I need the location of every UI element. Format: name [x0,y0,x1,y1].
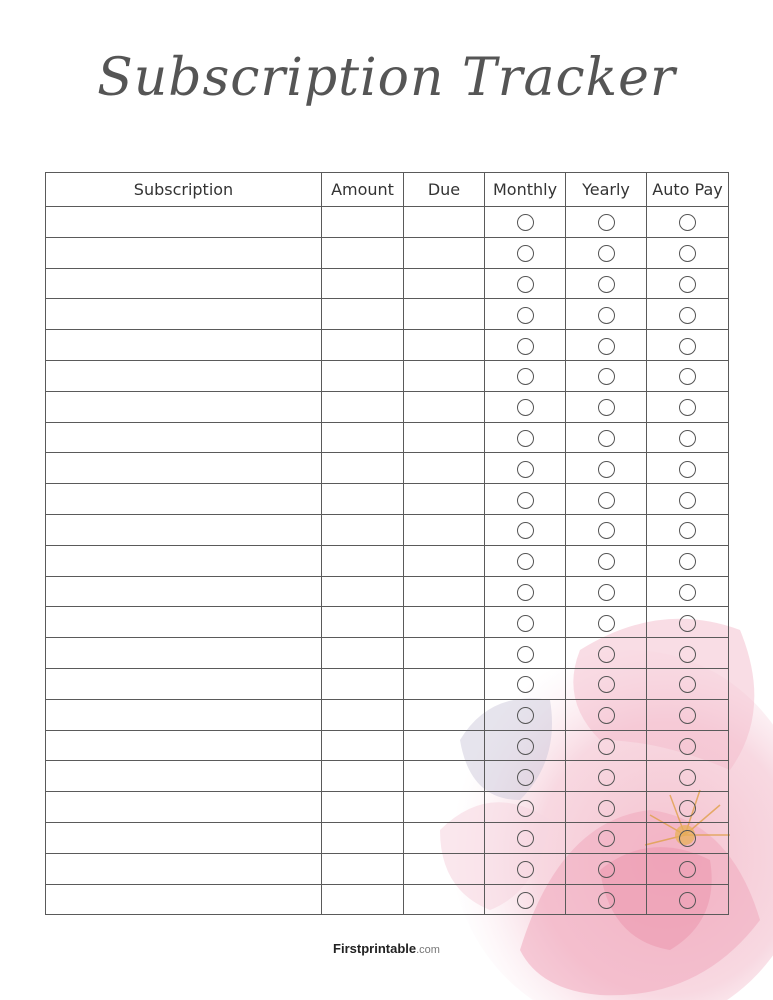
table-row [46,299,729,330]
radio-circle-icon[interactable] [598,245,615,262]
yearly-radio [566,761,647,792]
col-monthly: Monthly [485,173,566,207]
radio-circle-icon[interactable] [679,769,696,786]
radio-circle-icon[interactable] [679,430,696,447]
monthly-radio [485,668,566,699]
radio-circle-icon[interactable] [517,892,534,909]
table-row [46,207,729,238]
auto-pay-radio [647,299,729,330]
brand-name: Firstprintable [333,941,417,956]
yearly-radio [566,391,647,422]
table-row [46,268,729,299]
subscription-cell[interactable] [46,299,322,330]
yearly-radio [566,207,647,238]
yearly-radio [566,638,647,669]
yearly-radio [566,668,647,699]
due-cell[interactable] [404,761,485,792]
table-row [46,576,729,607]
yearly-radio [566,730,647,761]
monthly-radio [485,453,566,484]
radio-circle-icon[interactable] [517,676,534,693]
radio-circle-icon[interactable] [598,368,615,385]
radio-circle-icon[interactable] [517,338,534,355]
due-cell[interactable] [404,853,485,884]
subscription-cell[interactable] [46,545,322,576]
radio-circle-icon[interactable] [679,214,696,231]
monthly-radio [485,207,566,238]
auto-pay-radio [647,884,729,915]
yearly-radio [566,853,647,884]
yearly-radio [566,607,647,638]
table-row [46,453,729,484]
radio-circle-icon[interactable] [517,492,534,509]
auto-pay-radio [647,268,729,299]
auto-pay-radio [647,638,729,669]
table-row [46,853,729,884]
radio-circle-icon[interactable] [517,276,534,293]
radio-circle-icon[interactable] [679,553,696,570]
amount-cell[interactable] [322,299,404,330]
amount-cell[interactable] [322,484,404,515]
col-subscription: Subscription [46,173,322,207]
col-auto-pay: Auto Pay [647,173,729,207]
amount-cell[interactable] [322,668,404,699]
subscription-cell[interactable] [46,207,322,238]
radio-circle-icon[interactable] [598,276,615,293]
auto-pay-radio [647,237,729,268]
auto-pay-radio [647,484,729,515]
monthly-radio [485,330,566,361]
monthly-radio [485,422,566,453]
amount-cell[interactable] [322,792,404,823]
radio-circle-icon[interactable] [679,492,696,509]
due-cell[interactable] [404,792,485,823]
page-title: Subscription Tracker [97,48,676,108]
radio-circle-icon[interactable] [598,707,615,724]
auto-pay-radio [647,792,729,823]
subscription-cell[interactable] [46,607,322,638]
yearly-radio [566,822,647,853]
amount-cell[interactable] [322,576,404,607]
radio-circle-icon[interactable] [598,738,615,755]
auto-pay-radio [647,514,729,545]
auto-pay-radio [647,761,729,792]
radio-circle-icon[interactable] [517,707,534,724]
monthly-radio [485,268,566,299]
due-cell[interactable] [404,391,485,422]
yearly-radio [566,884,647,915]
radio-circle-icon[interactable] [517,430,534,447]
radio-circle-icon[interactable] [598,307,615,324]
table-row [46,514,729,545]
radio-circle-icon[interactable] [679,245,696,262]
radio-circle-icon[interactable] [598,584,615,601]
radio-circle-icon[interactable] [598,430,615,447]
auto-pay-radio [647,330,729,361]
yearly-radio [566,699,647,730]
radio-circle-icon[interactable] [517,553,534,570]
radio-circle-icon[interactable] [679,307,696,324]
table-row [46,699,729,730]
radio-circle-icon[interactable] [517,399,534,416]
table-row [46,638,729,669]
auto-pay-radio [647,576,729,607]
radio-circle-icon[interactable] [598,769,615,786]
subscription-cell[interactable] [46,884,322,915]
radio-circle-icon[interactable] [598,800,615,817]
monthly-radio [485,237,566,268]
monthly-radio [485,576,566,607]
radio-circle-icon[interactable] [679,584,696,601]
radio-circle-icon[interactable] [598,338,615,355]
auto-pay-radio [647,730,729,761]
monthly-radio [485,638,566,669]
radio-circle-icon[interactable] [517,830,534,847]
radio-circle-icon[interactable] [679,676,696,693]
table-row [46,884,729,915]
due-cell[interactable] [404,237,485,268]
monthly-radio [485,545,566,576]
yearly-radio [566,360,647,391]
table-row [46,792,729,823]
auto-pay-radio [647,453,729,484]
subscription-table [45,172,729,915]
auto-pay-radio [647,422,729,453]
radio-circle-icon[interactable] [598,615,615,632]
table-row [46,668,729,699]
radio-circle-icon[interactable] [598,861,615,878]
monthly-radio [485,360,566,391]
subscription-cell[interactable] [46,360,322,391]
radio-circle-icon[interactable] [517,861,534,878]
subscription-cell[interactable] [46,822,322,853]
radio-circle-icon[interactable] [517,584,534,601]
monthly-radio [485,792,566,823]
monthly-radio [485,822,566,853]
amount-cell[interactable] [322,268,404,299]
table-row [46,607,729,638]
table-row [46,391,729,422]
due-cell[interactable] [404,545,485,576]
radio-circle-icon[interactable] [598,522,615,539]
radio-circle-icon[interactable] [679,615,696,632]
radio-circle-icon[interactable] [517,522,534,539]
monthly-radio [485,391,566,422]
due-cell[interactable] [404,668,485,699]
subscription-cell[interactable] [46,699,322,730]
auto-pay-radio [647,607,729,638]
subscription-cell[interactable] [46,422,322,453]
radio-circle-icon[interactable] [679,399,696,416]
amount-cell[interactable] [322,545,404,576]
table-header-row [46,173,729,207]
yearly-radio [566,268,647,299]
table-row [46,822,729,853]
table-row [46,730,729,761]
radio-circle-icon[interactable] [517,461,534,478]
table-row [46,330,729,361]
radio-circle-icon[interactable] [517,307,534,324]
due-cell[interactable] [404,638,485,669]
brand-domain: .com [416,944,440,956]
due-cell[interactable] [404,360,485,391]
subscription-cell[interactable] [46,576,322,607]
monthly-radio [485,730,566,761]
radio-circle-icon[interactable] [679,830,696,847]
auto-pay-radio [647,853,729,884]
subscription-cell[interactable] [46,668,322,699]
amount-cell[interactable] [322,699,404,730]
amount-cell[interactable] [322,638,404,669]
radio-circle-icon[interactable] [679,646,696,663]
yearly-radio [566,514,647,545]
radio-circle-icon[interactable] [679,800,696,817]
amount-cell[interactable] [322,422,404,453]
due-cell[interactable] [404,453,485,484]
subscription-cell[interactable] [46,453,322,484]
monthly-radio [485,299,566,330]
yearly-radio [566,545,647,576]
radio-circle-icon[interactable] [598,399,615,416]
radio-circle-icon[interactable] [598,553,615,570]
radio-circle-icon[interactable] [598,492,615,509]
monthly-radio [485,761,566,792]
amount-cell[interactable] [322,391,404,422]
footer-brand [0,941,773,956]
yearly-radio [566,792,647,823]
radio-circle-icon[interactable] [517,800,534,817]
due-cell[interactable] [404,822,485,853]
auto-pay-radio [647,360,729,391]
table-row [46,761,729,792]
due-cell[interactable] [404,484,485,515]
auto-pay-radio [647,699,729,730]
auto-pay-radio [647,207,729,238]
monthly-radio [485,699,566,730]
radio-circle-icon[interactable] [517,615,534,632]
amount-cell[interactable] [322,730,404,761]
subscription-cell[interactable] [46,391,322,422]
radio-circle-icon[interactable] [598,461,615,478]
table-row [46,484,729,515]
radio-circle-icon[interactable] [679,338,696,355]
radio-circle-icon[interactable] [679,276,696,293]
due-cell[interactable] [404,730,485,761]
yearly-radio [566,299,647,330]
monthly-radio [485,514,566,545]
yearly-radio [566,453,647,484]
radio-circle-icon[interactable] [517,738,534,755]
due-cell[interactable] [404,884,485,915]
subscription-cell[interactable] [46,484,322,515]
due-cell[interactable] [404,330,485,361]
table-row [46,422,729,453]
amount-cell[interactable] [322,761,404,792]
subscription-cell[interactable] [46,761,322,792]
radio-circle-icon[interactable] [679,522,696,539]
auto-pay-radio [647,822,729,853]
yearly-radio [566,330,647,361]
table-row [46,545,729,576]
radio-circle-icon[interactable] [679,707,696,724]
monthly-radio [485,484,566,515]
radio-circle-icon[interactable] [679,368,696,385]
due-cell[interactable] [404,607,485,638]
radio-circle-icon[interactable] [598,892,615,909]
amount-cell[interactable] [322,514,404,545]
radio-circle-icon[interactable] [517,646,534,663]
amount-cell[interactable] [322,237,404,268]
col-amount: Amount [322,173,404,207]
radio-circle-icon[interactable] [598,676,615,693]
due-cell[interactable] [404,422,485,453]
radio-circle-icon[interactable] [598,214,615,231]
yearly-radio [566,484,647,515]
monthly-radio [485,607,566,638]
due-cell[interactable] [404,268,485,299]
subscription-cell[interactable] [46,730,322,761]
subscription-cell[interactable] [46,330,322,361]
subscription-cell[interactable] [46,237,322,268]
due-cell[interactable] [404,699,485,730]
subscription-cell[interactable] [46,638,322,669]
yearly-radio [566,576,647,607]
amount-cell[interactable] [322,607,404,638]
radio-circle-icon[interactable] [679,461,696,478]
radio-circle-icon[interactable] [679,861,696,878]
amount-cell[interactable] [322,207,404,238]
due-cell[interactable] [404,514,485,545]
table-row [46,360,729,391]
radio-circle-icon[interactable] [517,769,534,786]
auto-pay-radio [647,545,729,576]
due-cell[interactable] [404,207,485,238]
table-row [46,237,729,268]
monthly-radio [485,884,566,915]
radio-circle-icon[interactable] [517,368,534,385]
monthly-radio [485,853,566,884]
due-cell[interactable] [404,576,485,607]
subscription-cell[interactable] [46,268,322,299]
auto-pay-radio [647,668,729,699]
radio-circle-icon[interactable] [598,830,615,847]
yearly-radio [566,237,647,268]
radio-circle-icon[interactable] [517,245,534,262]
amount-cell[interactable] [322,884,404,915]
amount-cell[interactable] [322,330,404,361]
amount-cell[interactable] [322,853,404,884]
subscription-cell[interactable] [46,792,322,823]
radio-circle-icon[interactable] [598,646,615,663]
amount-cell[interactable] [322,360,404,391]
auto-pay-radio [647,391,729,422]
radio-circle-icon[interactable] [679,738,696,755]
radio-circle-icon[interactable] [679,892,696,909]
col-due: Due [404,173,485,207]
radio-circle-icon[interactable] [517,214,534,231]
col-yearly: Yearly [566,173,647,207]
subscription-cell[interactable] [46,514,322,545]
amount-cell[interactable] [322,453,404,484]
amount-cell[interactable] [322,822,404,853]
subscription-cell[interactable] [46,853,322,884]
due-cell[interactable] [404,299,485,330]
yearly-radio [566,422,647,453]
